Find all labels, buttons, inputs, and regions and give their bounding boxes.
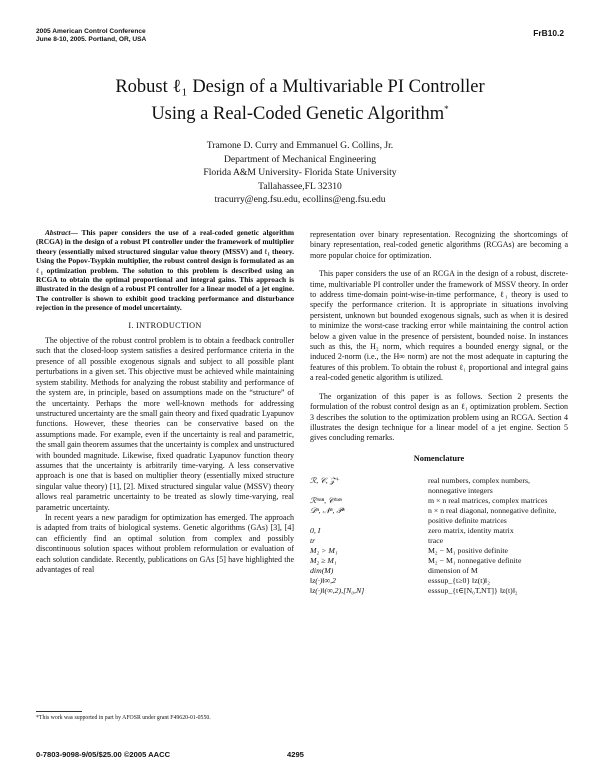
nomenclature-symbol: ‖z(·)‖∞,2 — [310, 576, 336, 586]
right-paragraph-3: The organization of this paper is as follows. Section 2 presents the formulation of the robust control design as an ℓ₁ optimization problem. Section 3 describes the solution to the optimization problem using an RCGA. Section 4 illustrates the design technique for a linear model of a jet engine. Section 5 gives concluding remarks. — [310, 391, 568, 443]
nomenclature-symbol: dim(M) — [310, 566, 334, 576]
title-line-2 — [40, 98, 560, 125]
left-column — [36, 228, 294, 575]
nomenclature-row — [310, 496, 568, 506]
footnote-text: *This work was supported in part by AFOSR under grant F49620-01-0550. — [36, 715, 211, 721]
nomenclature-symbol: ℛ, 𝒞, 𝒵⁺ — [310, 476, 340, 486]
nomenclature-symbol: 0, I — [310, 526, 321, 536]
nomenclature-definition: trace — [428, 536, 444, 546]
paper-title — [40, 76, 560, 125]
nomenclature-definition: n × n real diagonal, nonnegative definite, positive definite matrices — [428, 506, 557, 526]
nomenclature-definition: dimension of M — [428, 566, 478, 576]
nomenclature-definition: esssup_{t∈[N₀T,NT]} ‖z(t)‖₂ — [428, 586, 518, 596]
nomenclature-definition: M₂ − M₁ positive definite — [428, 546, 508, 556]
conference-name: 2005 American Control Conference — [36, 28, 146, 35]
nomenclature-row — [310, 546, 568, 556]
nomenclature-row — [310, 586, 568, 596]
nomenclature-row — [310, 476, 568, 496]
nomenclature-definition: M₂ − M₁ nonnegative definite — [428, 556, 522, 566]
nomenclature-symbol: M₂ ≥ M₁ — [310, 556, 337, 566]
nomenclature-title: Nomenclature — [413, 453, 465, 463]
right-column — [310, 230, 568, 596]
nomenclature-definition: real numbers, complex numbers, nonnegative integers — [428, 476, 530, 496]
intro-paragraph-2: In recent years a new paradigm for optimization has emerged. The approach is adapted from traits of biological systems. Genetic algorithms (GAs) [3], [4] can efficiently find an optimal solution from complex and possibly discontinuous solution spaces without problem reformulation or evaluation of each solution candidate. Recently, publications on GAs [5] have highlighted the advantages of real — [36, 512, 294, 574]
page-number: 4295 — [287, 750, 304, 759]
nomenclature-symbol: 𝒟ⁿ, 𝒩ⁿ, 𝒫ⁿ — [310, 506, 345, 516]
title-line-2-text: Using a Real-Coded Genetic Algorithm — [151, 104, 445, 125]
introduction-heading: I. INTRODUCTION — [128, 320, 202, 330]
right-paragraph-1: representation over binary representation. Recognizing the shortcomings of binary representation, real-coded genetic algorithms (RCGAs) are becoming a more popular choice for optimization. — [310, 230, 568, 260]
nomenclature-row — [310, 566, 568, 576]
nomenclature-symbol: M₂ > M₁ — [310, 546, 338, 556]
nomenclature-definition: zero matrix, identity matrix — [428, 526, 514, 536]
session-code: FrB10.2 — [533, 28, 564, 38]
abstract — [36, 228, 294, 313]
nomenclature-definition: esssup_{t≥0} ‖z(t)‖₂ — [428, 576, 490, 586]
author-university: Florida A&M University- Florida State University — [203, 167, 397, 178]
title-footnote-mark: * — [444, 104, 449, 114]
nomenclature-row — [310, 536, 568, 546]
nomenclature-symbol: tr — [310, 536, 316, 546]
nomenclature-table — [310, 476, 568, 596]
right-paragraph-2: This paper considers the use of an RCGA in the design of a robust, discrete-time, multivariable PI controller under the framework of MSSV theory. In order to address time-domain point-wise-in-time performance, ℓ₁ theory is used to specify the performance criterion. It is appropriate in situations involving persistent, unknown but bounded exogenous signals, such as when it is desired to minimize the worst-case tracking error while maintaining the control action below a given value in the presence of persistent, bounded noise. In instances such as this, the H₂ norm, which requires a bounded energy signal, or the induced 2-norm (i.e., the H∞ norm) are not the most adequate in capturing the features of this problem. To obtain the robust ℓ₁ proportional and integral gains a real-coded genetic algorithm is utilized. — [310, 269, 568, 383]
conference-header — [36, 28, 146, 45]
author-department: Department of Mechanical Engineering — [223, 153, 377, 165]
abstract-text: — This paper considers the use of a real-coded genetic algorithm (RCGA) in the design of a robust PI controller under the framework of multiplier theory (essentially mixed structured singular value theory (MSSV) and ℓ₁ theory. Using the Popov-Tsypkin multiplier, the robust control design is formulated as an ℓ₁ optimization problem. The solution to this problem is described using an RCGA to obtain the optimal proportional and integral gains. This approach is illustrated in the design of a robust PI controller for a linear model of a jet engine. The controller is shown to exhibit good tracking performance and disturbance rejection in the presence of model uncertainty. — [36, 228, 294, 313]
nomenclature-definition: m × n real matrices, complex matrices — [428, 496, 548, 506]
nomenclature-symbol: ℛᵐˣⁿ, 𝒞ᵐˣⁿ — [310, 496, 342, 506]
title-line-1: Robust ℓ₁ Design of a Multivariable PI Controller — [115, 77, 485, 97]
nomenclature-row — [310, 506, 568, 526]
author-city: Tallahassee,FL 32310 — [258, 180, 342, 192]
author-emails: tracurry@eng.fsu.edu, ecollins@eng.fsu.edu — [214, 194, 386, 205]
nomenclature-row — [310, 526, 568, 536]
conference-dates: June 8-10, 2005. Portland, OR, USA — [36, 36, 147, 44]
nomenclature-row — [310, 556, 568, 566]
nomenclature-row — [310, 576, 568, 586]
author-block — [40, 139, 560, 207]
intro-paragraph-1: The objective of the robust control problem is to obtain a feedback controller such that the closed-loop system satisfies a desired performance criteria in the presence of all possible exogenous signals and subject to all possible plant perturbations in a given set. This objective must be achieved while maintaining system stability. Methods for analyzing the robust stability and performance of the system are, in principle, based on assumptions made on the “structure” of the uncertainty. Perhaps the more well-known methods for addressing unstructured uncertainty are the small gain theory and fixed quadratic Lyapunov functions. However, these theories can be conservative based on the assumptions made. For example, even if the uncertainty is real and parametric, the small gain theorem assumes that the uncertainty is complex and unstructured with bounded magnitude. Likewise, fixed quadratic Lyapunov function theory assumes that the uncertainty is arbitrarily time-varying. A less conservative approach is one that is based on multiplier theory (essentially mixed structure singular value theory) [1], [2]. Mixed structured singular value (MSSV) theory allows real parametric uncertainty to be treated as slowly time-varying, real parametric uncertainty. — [36, 336, 294, 512]
isbn-line: 0-7803-9098-9/05/$25.00 ©2005 AACC — [36, 750, 171, 759]
author-names: Tramone D. Curry and Emmanuel G. Collins, Jr. — [206, 140, 394, 151]
nomenclature-symbol: ‖z(·)‖(∞,2),[N₀,N] — [310, 586, 365, 596]
abstract-label: Abstract — [45, 228, 71, 237]
footnote — [36, 711, 294, 722]
footnote-rule — [36, 711, 82, 712]
